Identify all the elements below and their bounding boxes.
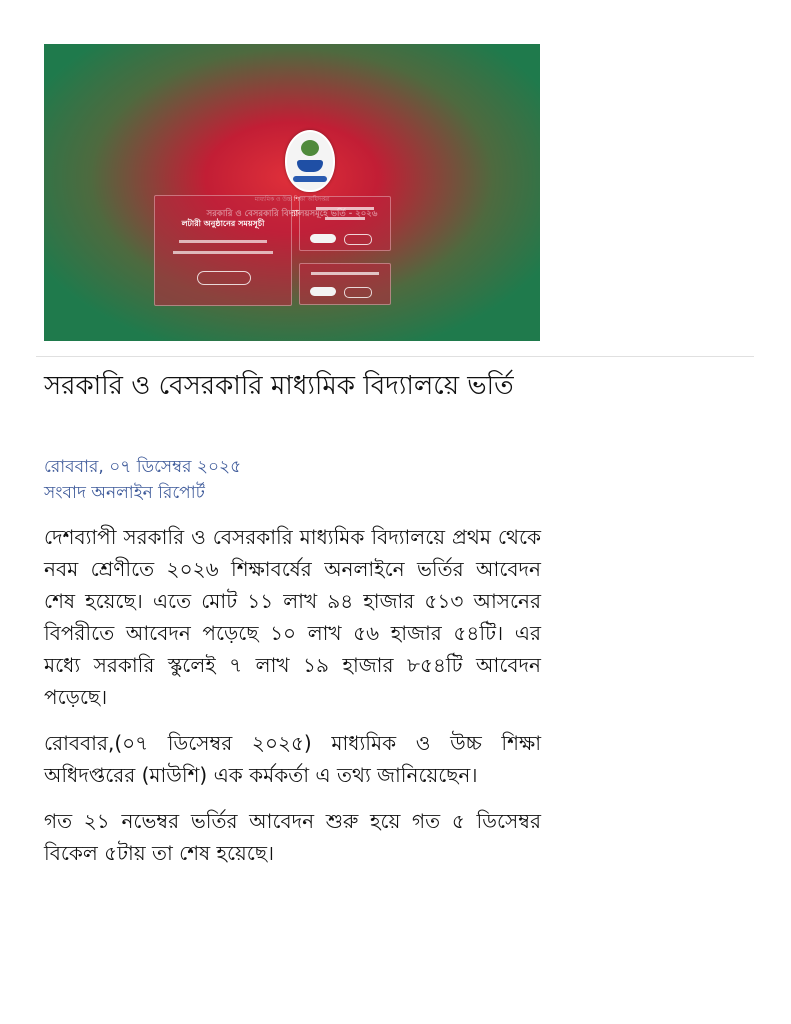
article-paragraph: দেশব্যাপী সরকারি ও বেসরকারি মাধ্যমিক বিদ্যালয়ে প্রথম থেকে নবম শ্রেণীতে ২০২৬ শিক্ষাবর্ষের অনলাইনে ভর্তির আবেদন শেষ হয়েছে। এতে মোট ১১ লাখ ৯৪ হাজার ৫১৩ আসনের বিপরীতে আবেদন পড়েছে ১০ লাখ ৫৬ হাজার ৫৪টি। এর মধ্যে সরকারি স্কুলেই ৭ লাখ ১৯ হাজার ৮৫৪টি আবেদন পড়েছে। bbox=[44, 525, 541, 709]
banner-box-line bbox=[179, 240, 267, 243]
banner-title bbox=[44, 207, 540, 221]
banner-box-line bbox=[173, 251, 273, 254]
article-meta bbox=[44, 454, 544, 506]
article-body bbox=[44, 521, 541, 883]
article-paragraph: গত ২১ নভেম্বর ভর্তির আবেদন শুরু হয়ে গত ৫ ডিসেম্বর বিকেল ৫টায় তা শেষ হয়েছে। bbox=[44, 809, 541, 865]
banner-box-pill bbox=[197, 271, 251, 285]
article-date: রোববার, ০৭ ডিসেম্বর ২০২৫ bbox=[44, 457, 242, 477]
banner-box-title: লটারী অনুষ্ঠানের সময়সূচী bbox=[181, 219, 265, 228]
banner-lottery-box bbox=[154, 195, 292, 306]
banner-subtitle bbox=[44, 194, 540, 205]
article-byline: সংবাদ অনলাইন রিপোর্ট bbox=[44, 483, 205, 503]
banner-side-box bbox=[299, 196, 391, 251]
divider bbox=[36, 356, 754, 357]
dshe-logo bbox=[285, 130, 335, 192]
article-banner-image[interactable] bbox=[44, 44, 540, 341]
banner-side-box bbox=[299, 263, 391, 305]
article-paragraph: রোববার,(০৭ ডিসেম্বর ২০২৫) মাধ্যমিক ও উচ্চ শিক্ষা অধিদপ্তরের (মাউশি) এক কর্মকর্তা এ তথ্য জানিয়েছেন। bbox=[44, 731, 541, 787]
article-headline: সরকারি ও বেসরকারি মাধ্যমিক বিদ্যালয়ে ভর্তি bbox=[44, 371, 514, 401]
